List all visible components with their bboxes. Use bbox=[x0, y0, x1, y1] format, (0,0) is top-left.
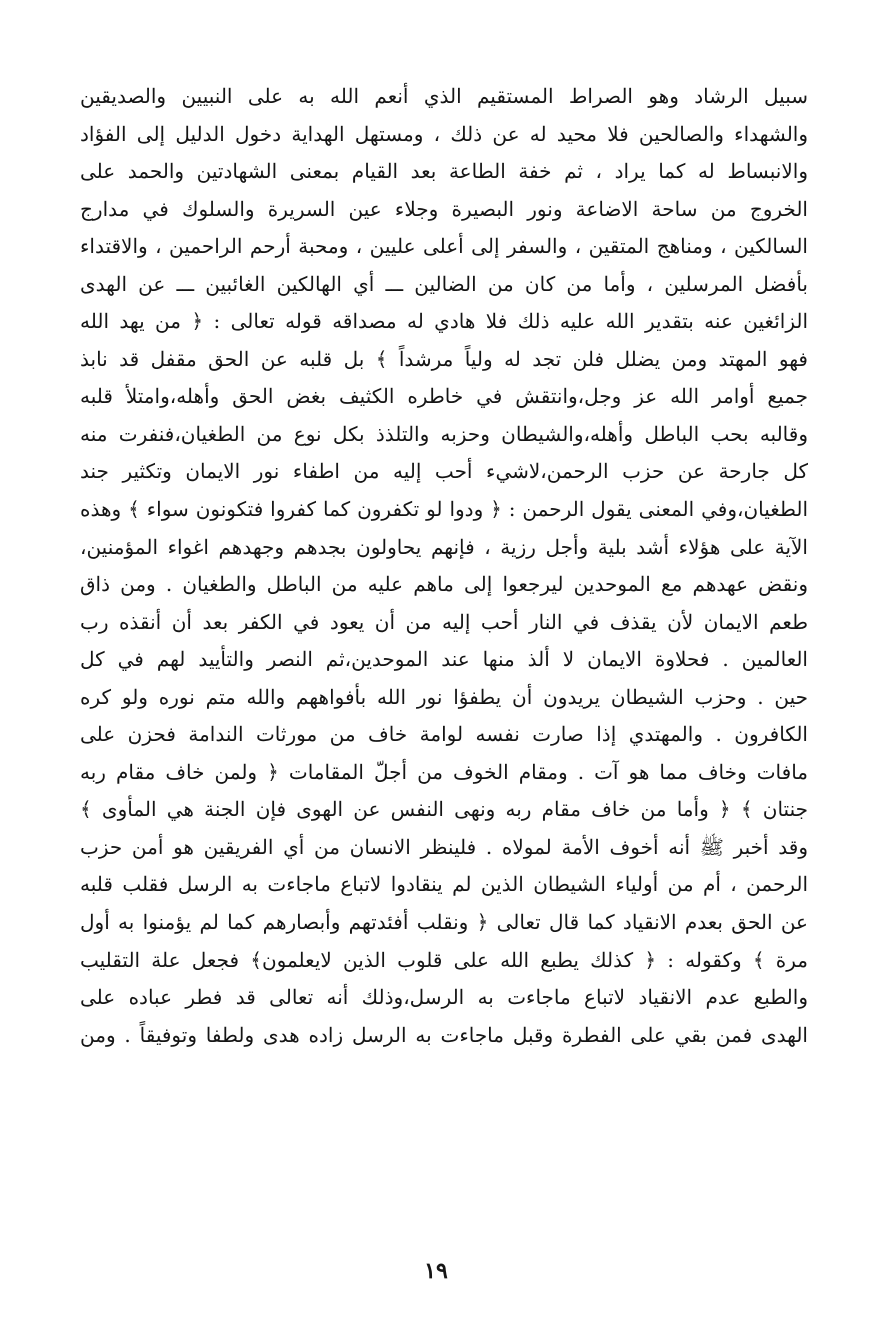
text-line: جنتان ﴾ ﴿ وأما من خاف مقام ربه ونهى النفس عن الهوى فإن الجنة هي المأوى ﴾ bbox=[80, 797, 808, 822]
text-line: مرة ﴾ وكقوله : ﴿ كذلك يطبع الله على قلوب الذين لايعلمون﴾ فجعل علة التقليب bbox=[80, 947, 808, 972]
text-line: الزائغين عنه بتقدير الله عليه ذلك فلا هادي له مصداقه قوله تعالى : ﴿ من يهد الله bbox=[80, 309, 808, 334]
text-line: وقالبه بحب الباطل وأهله،والشيطان وحزبه والتلذذ بكل نوع من الطغيان،فنفرت منه bbox=[80, 421, 808, 446]
text-line: ونقض عهدهم مع الموحدين ليرجعوا إلى ماهم عليه من الباطل والطغيان . ومن ذاق bbox=[80, 572, 808, 597]
text-line: العالمين . فحلاوة الايمان لا ألذ منها عند الموحدين،ثم النصر والتأييد لهم في كل bbox=[80, 647, 808, 672]
text-line: عن الحق بعدم الانقياد كما قال تعالى ﴿ ونقلب أفئدتهم وأبصارهم كما لم يؤمنوا به أول bbox=[80, 910, 808, 935]
text-line: حين . وحزب الشيطان يريدون أن يطفؤا نور الله بأفواههم والله متم نوره ولو كره bbox=[80, 684, 808, 709]
text-line: فهو المهتد ومن يضلل فلن تجد له ولياً مرشداً ﴾ بل قلبه عن الحق مقفل قد نابذ bbox=[80, 346, 808, 371]
text-line: الرحمن ، أم من أولياء الشيطان الذين لم ينقادوا لاتباع ماجاءت به الرسل فقلب قلبه bbox=[80, 872, 808, 897]
text-line: والشهداء والصالحين فلا محيد له عن ذلك ، ومستهل الهداية دخول الدليل إلى الفؤاد bbox=[80, 121, 808, 146]
text-line: الآية على هؤلاء أشد بلية وأجل رزية ، فإنهم يحاولون بجدهم وجهدهم اغواء المؤمنين، bbox=[80, 534, 808, 559]
text-line: الكافرون . والمهتدي إذا صارت نفسه لوامة خاف من مورثات الندامة فحزن على bbox=[80, 722, 808, 747]
text-line: الخروج من ساحة الاضاعة ونور البصيرة وجلاء عين السريرة والسلوك في مدارج bbox=[80, 196, 808, 221]
text-line: الهدى فمن بقي على الفطرة وقبل ماجاءت به الرسل زاده هدى ولطفا وتوفيقاً . ومن bbox=[80, 1022, 808, 1047]
body-text bbox=[80, 78, 808, 1054]
text-line: سبيل الرشاد وهو الصراط المستقيم الذي أنعم الله به على النبيين والصديقين bbox=[80, 84, 808, 108]
text-line: كل جارحة عن حزب الرحمن،لاشيء أحب إليه من اطفاء نور الايمان وتكثير جند bbox=[80, 459, 808, 484]
text-line: مافات وخاف مما هو آت . ومقام الخوف من أجلّ المقامات ﴿ ولمن خاف مقام ربه bbox=[80, 759, 808, 784]
text-line: السالكين ، ومناهج المتقين ، والسفر إلى أعلى عليين ، ومحبة أرحم الراحمين ، والاقتداء bbox=[80, 234, 808, 259]
text-line: الطغيان،وفي المعنى يقول الرحمن : ﴿ ودوا لو تكفرون كما كفروا فتكونون سواء ﴾ وهذه bbox=[80, 497, 808, 522]
page-number: ١٩ bbox=[424, 1258, 448, 1284]
text-line: جميع أوامر الله عز وجل،وانتقش في خاطره الكثيف بغض الحق وأهله،وامتلأ قلبه bbox=[80, 384, 808, 409]
text-line: والطبع عدم الانقياد لاتباع ماجاءت به الرسل،وذلك أنه تعالى قد فطر عباده على bbox=[80, 985, 808, 1010]
text-line: والانبساط له كما يراد ، ثم خفة الطاعة بعد القيام بمعنى الشهادتين والحمد على bbox=[80, 159, 808, 184]
text-line: طعم الايمان لأن يقذف في النار أحب إليه من أن يعود في الكفر بعد أن أنقذه رب bbox=[80, 609, 808, 634]
text-line: بأفضل المرسلين ، وأما من كان من الضالين ـــ أي الهالكين الغائبين ـــ عن الهدى bbox=[80, 271, 808, 296]
text-line: وقد أخبر ﷺ أنه أخوف الأمة لمولاه . فلينظر الانسان من أي الفريقين هو أمن حزب bbox=[80, 834, 808, 859]
